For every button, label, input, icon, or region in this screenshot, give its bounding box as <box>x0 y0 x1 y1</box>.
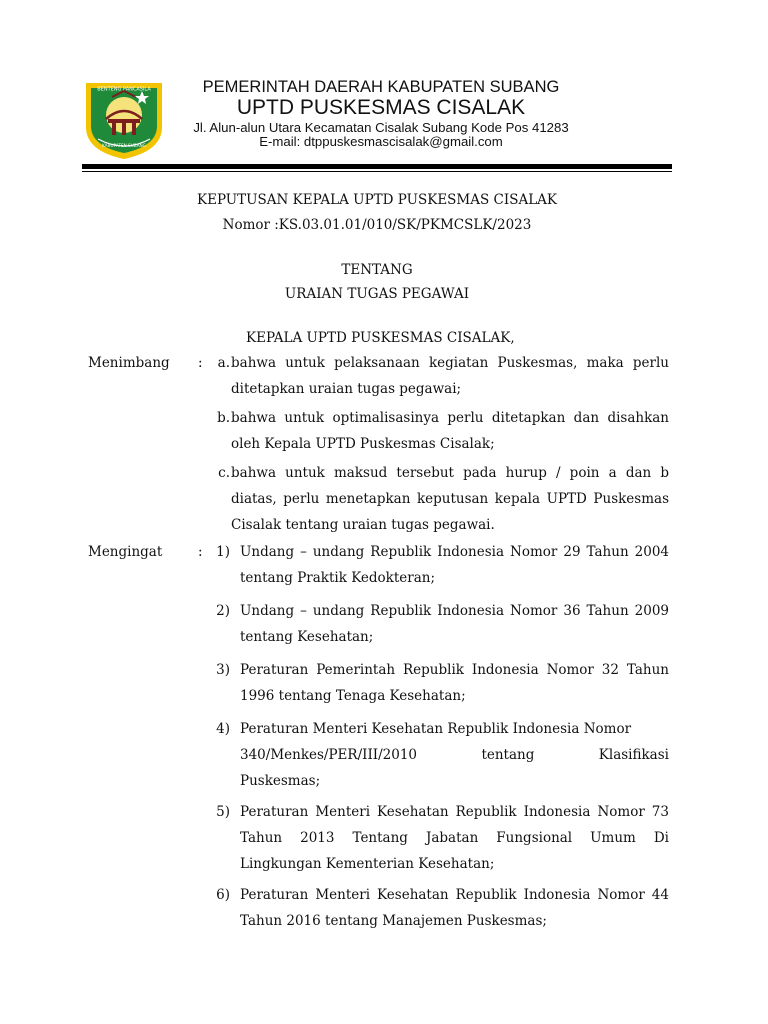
menimbang-colon: : <box>198 355 203 371</box>
item-text: Peraturan Menteri Kesehatan Republik Indonesia Nomor 73 Tahun 2013 Tentang Jabatan Fungsional Umum Di Lingkungan Kementerian Kesehatan; <box>240 804 669 872</box>
item-text: bahwa untuk optimalisasinya perlu ditetapkan dan disahkan oleh Kepala UPTD Puskesmas Cisalak; <box>231 410 669 452</box>
item-marker: a. <box>217 355 230 371</box>
item-text: bahwa untuk pelaksanaan kegiatan Puskesmas, maka perlu ditetapkan uraian tugas pegawai; <box>231 355 669 397</box>
institution-name: UPTD PUSKESMAS CISALAK <box>236 96 526 119</box>
decree-number: Nomor :KS.03.01.01/010/SK/PKMCSLK/2023 <box>222 217 532 233</box>
decree-title: KEPUTUSAN KEPALA UPTD PUSKESMAS CISALAK <box>197 192 557 208</box>
address-line: Jl. Alun-alun Utara Kecamatan Cisalak Subang Kode Pos 41283 <box>193 120 569 135</box>
item-text: Undang – undang Republik Indonesia Nomor 36 Tahun 2009 tentang Kesehatan; <box>240 603 669 645</box>
mengingat-colon: : <box>198 544 203 560</box>
letterhead-divider-thick <box>82 164 672 169</box>
regulation-number: 340/Menkes/PER/III/2010 <box>240 747 418 763</box>
decree-subject: URAIAN TUGAS PEGAWAI <box>284 286 470 302</box>
item-marker: 1) <box>216 544 230 560</box>
item-text: Undang – undang Republik Indonesia Nomor 29 Tahun 2004 tentang Praktik Kedokteran; <box>240 544 669 586</box>
about-label: TENTANG <box>341 262 413 278</box>
svg-text:BENTENG PANCASILA: BENTENG PANCASILA <box>97 86 151 93</box>
item-marker: 4) <box>216 721 230 737</box>
item-marker: b. <box>217 410 230 426</box>
item-text-line: Puskesmas; <box>240 773 321 789</box>
word: Klasifikasi <box>598 747 669 763</box>
item-marker: 2) <box>216 603 230 619</box>
email-line: E-mail: dtppuskesmascisalak@gmail.com <box>259 134 503 149</box>
item-marker: c. <box>218 465 230 481</box>
item-marker: 3) <box>216 662 230 678</box>
kabupaten-subang-emblem-icon <box>82 77 166 161</box>
issuer-line: KEPALA UPTD PUSKESMAS CISALAK, <box>246 330 515 346</box>
agency-name: PEMERINTAH DAERAH KABUPATEN SUBANG <box>202 78 560 96</box>
item-text-line <box>240 742 669 768</box>
item-text: Peraturan Menteri Kesehatan Republik Indonesia Nomor 44 Tahun 2016 tentang Manajemen Puskesmas; <box>240 887 669 929</box>
item-text <box>240 716 669 794</box>
item-text: bahwa untuk maksud tersebut pada hurup / poin a dan b diatas, perlu menetapkan keputusan kepala UPTD Puskesmas Cisalak tentang uraian tugas pegawai. <box>231 465 669 533</box>
svg-text:KABUPATEN SUBANG: KABUPATEN SUBANG <box>102 143 146 148</box>
word: tentang <box>481 747 535 763</box>
mengingat-label: Mengingat <box>88 544 163 560</box>
item-text-line: Peraturan Menteri Kesehatan Republik Indonesia Nomor <box>240 721 632 737</box>
letterhead-divider-thin <box>82 171 672 172</box>
menimbang-label: Menimbang <box>88 355 170 371</box>
item-marker: 5) <box>216 804 230 820</box>
item-text: Peraturan Pemerintah Republik Indonesia Nomor 32 Tahun 1996 tentang Tenaga Kesehatan; <box>240 662 669 704</box>
item-marker: 6) <box>216 887 230 903</box>
